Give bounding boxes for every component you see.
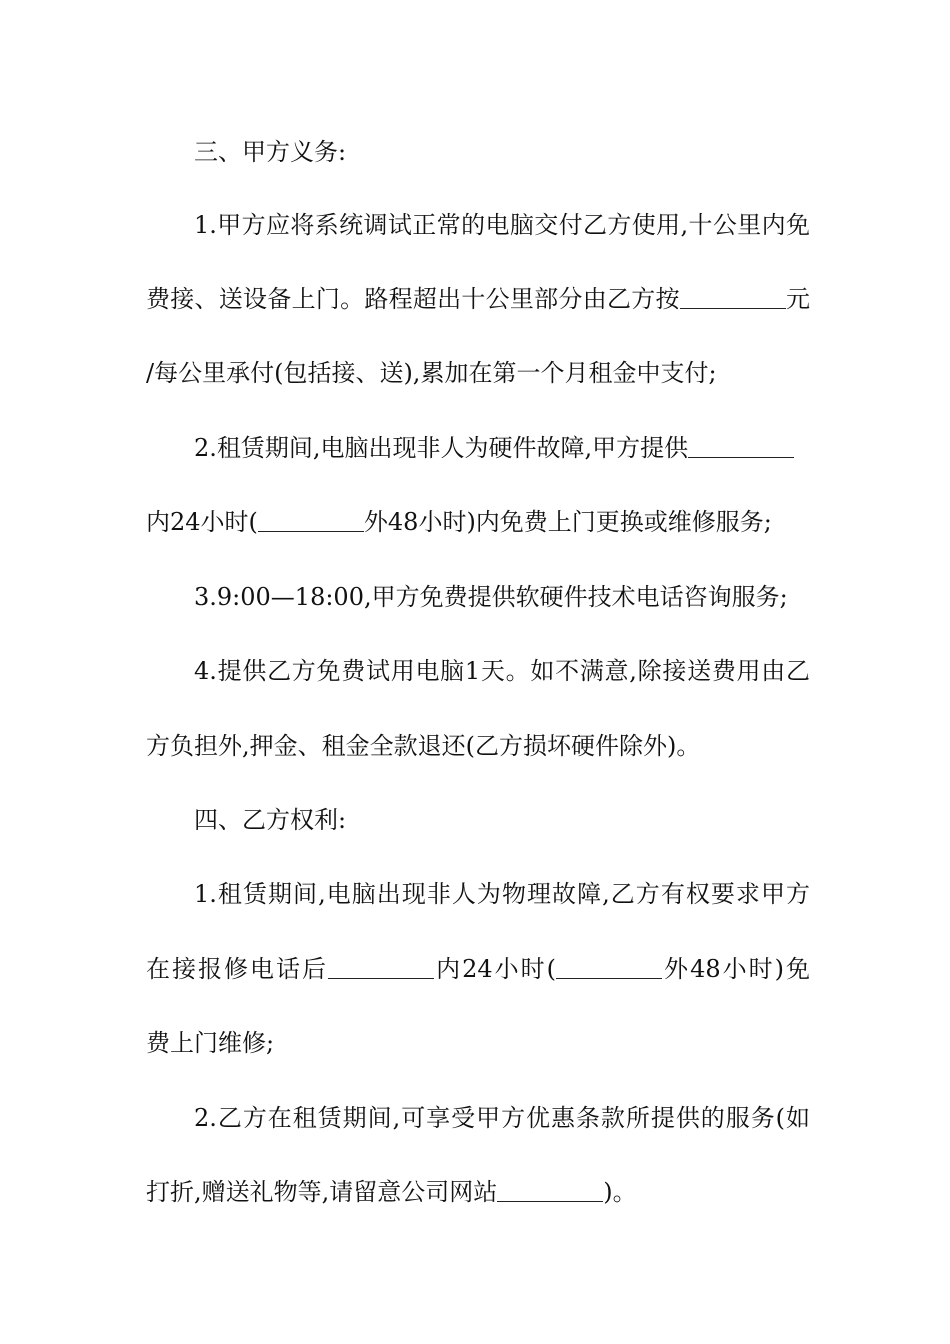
paragraph-text: 打折,赠送礼物等,请留意公司网站 xyxy=(146,1178,498,1206)
paragraph-text: 在接报修电话后 xyxy=(146,955,329,983)
paragraph-line xyxy=(146,731,810,761)
paragraph-text: 3.9:00—18:00,甲方免费提供软硬件技术电话咨询服务; xyxy=(194,583,788,611)
section-heading-4 xyxy=(194,805,810,835)
paragraph-text: 费接、送设备上门。路程超出十公里部分由乙方按 xyxy=(146,285,680,313)
paragraph-line xyxy=(146,284,810,314)
paragraph-line xyxy=(194,1103,810,1133)
paragraph-text: 2.租赁期间,电脑出现非人为硬件故障,甲方提供 xyxy=(194,434,689,462)
paragraph-text: 外48小时)内免费上门更换或维修服务; xyxy=(363,508,772,536)
paragraph-line xyxy=(146,1177,810,1207)
paragraph-line xyxy=(194,433,810,463)
fill-in-blank[interactable] xyxy=(688,437,794,458)
paragraph-text: )。 xyxy=(603,1178,637,1206)
paragraph-text: 1.甲方应将系统调试正常的电脑交付乙方使用,十公里内免 xyxy=(194,211,810,239)
paragraph-text: 内24小时( xyxy=(434,955,557,983)
section-heading-3 xyxy=(194,137,810,167)
paragraph-text: /每公里承付(包括接、送),累加在第一个月租金中支付; xyxy=(146,359,717,387)
fill-in-blank[interactable] xyxy=(497,1181,603,1202)
paragraph-text: 1.租赁期间,电脑出现非人为物理故障,乙方有权要求甲方 xyxy=(194,880,810,908)
paragraph-line xyxy=(146,507,810,537)
heading-text: 三、甲方义务: xyxy=(194,138,347,166)
paragraph-line xyxy=(146,358,810,388)
paragraph-line xyxy=(146,1028,810,1058)
paragraph-text: 外48小时)免 xyxy=(662,955,810,983)
paragraph-line xyxy=(146,954,810,984)
paragraph-line xyxy=(194,210,810,240)
paragraph-text: 元 xyxy=(785,285,810,313)
paragraph-line xyxy=(194,656,810,686)
paragraph-line xyxy=(194,582,810,612)
paragraph-text: 4.提供乙方免费试用电脑1天。如不满意,除接送费用由乙 xyxy=(194,657,810,685)
fill-in-blank[interactable] xyxy=(556,958,662,979)
paragraph-line xyxy=(194,879,810,909)
heading-text: 四、乙方权利: xyxy=(194,806,347,834)
paragraph-text: 内24小时( xyxy=(146,508,258,536)
paragraph-text: 费上门维修; xyxy=(146,1029,275,1057)
fill-in-blank[interactable] xyxy=(680,288,786,309)
fill-in-blank[interactable] xyxy=(258,511,364,532)
paragraph-text: 方负担外,押金、租金全款退还(乙方损坏硬件除外)。 xyxy=(146,732,701,760)
fill-in-blank[interactable] xyxy=(328,958,434,979)
paragraph-text: 2.乙方在租赁期间,可享受甲方优惠条款所提供的服务(如 xyxy=(194,1104,810,1132)
